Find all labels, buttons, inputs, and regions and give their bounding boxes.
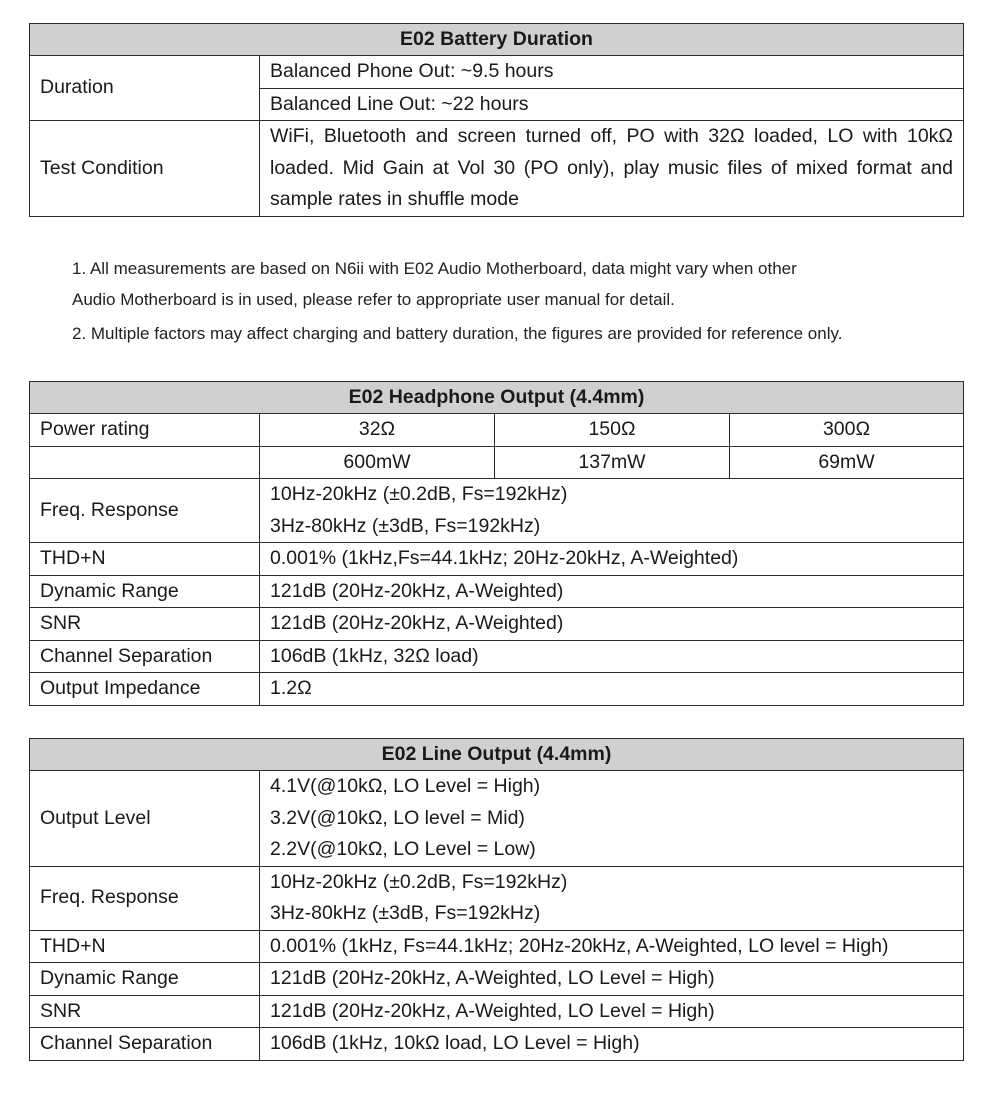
hp-snr-label: SNR [30,608,260,641]
note-1-line-1: 1. All measurements are based on N6ii with E02 Audio Motherboard, data might vary when other [72,259,797,278]
hp-oi-value: 1.2Ω [260,673,964,706]
lo-level-low: 2.2V(@10kΩ, LO Level = Low) [270,838,536,860]
lo-dr-label: Dynamic Range [30,963,260,996]
lo-level-mid: 3.2V(@10kΩ, LO level = Mid) [270,806,525,829]
lo-dr-value: 121dB (20Hz-20kHz, A-Weighted, LO Level = High) [260,963,964,996]
duration-phone-out: Balanced Phone Out: ~9.5 hours [260,56,964,89]
lo-cs-label: Channel Separation [30,1028,260,1061]
lo-level-values [260,771,964,867]
hp-cs-label: Channel Separation [30,640,260,673]
power-rating-label: Power rating [30,414,260,447]
lo-cs-value: 106dB (1kHz, 10kΩ load, LO Level = High) [260,1028,964,1061]
hp-dr-value: 121dB (20Hz-20kHz, A-Weighted) [260,575,964,608]
hp-dr-label: Dynamic Range [30,575,260,608]
power-300: 69mW [730,446,964,479]
note-1-line-2: Audio Motherboard is in used, please refer to appropriate user manual for detail. [72,290,675,309]
hp-oi-label: Output Impedance [30,673,260,706]
test-condition-label: Test Condition [30,121,260,217]
load-32: 32Ω [260,414,495,447]
lo-freq-label: Freq. Response [30,866,260,930]
lo-freq-line-2: 3Hz-80kHz (±3dB, Fs=192kHz) [270,902,541,924]
lo-thd-label: THD+N [30,930,260,963]
duration-line-out: Balanced Line Out: ~22 hours [260,88,964,121]
hp-freq-line-1: 10Hz-20kHz (±0.2dB, Fs=192kHz) [270,483,568,505]
lo-freq-values [260,866,964,930]
hp-thd-value: 0.001% (1kHz,Fs=44.1kHz; 20Hz-20kHz, A-Weighted) [260,543,964,576]
hp-snr-value: 121dB (20Hz-20kHz, A-Weighted) [260,608,964,641]
power-32: 600mW [260,446,495,479]
test-condition-text: WiFi, Bluetooth and screen turned off, PO with 32Ω loaded, LO with 10kΩ loaded. Mid Gain at Vol 30 (PO only), play music files of mixed format and sample rates in shuffle mode [260,121,964,217]
lo-freq-line-1: 10Hz-20kHz (±0.2dB, Fs=192kHz) [270,870,568,893]
lo-thd-value: 0.001% (1kHz, Fs=44.1kHz; 20Hz-20kHz, A-Weighted, LO level = High) [260,930,964,963]
load-150: 150Ω [495,414,730,447]
lo-level-high: 4.1V(@10kΩ, LO Level = High) [270,775,541,797]
line-output-table [29,738,964,1061]
power-empty-cell [30,446,260,479]
hp-thd-label: THD+N [30,543,260,576]
hp-cs-value: 106dB (1kHz, 32Ω load) [260,640,964,673]
hp-freq-line-2: 3Hz-80kHz (±3dB, Fs=192kHz) [270,514,541,537]
headphone-table-title: E02 Headphone Output (4.4mm) [30,382,964,414]
hp-freq-values [260,479,964,543]
load-300: 300Ω [730,414,964,447]
notes [72,253,952,349]
battery-duration-table [29,23,964,217]
lo-snr-label: SNR [30,995,260,1028]
power-150: 137mW [495,446,730,479]
headphone-output-table [29,381,964,706]
hp-freq-label: Freq. Response [30,479,260,543]
battery-table-title: E02 Battery Duration [30,24,964,56]
lo-level-label: Output Level [30,771,260,867]
lo-snr-value: 121dB (20Hz-20kHz, A-Weighted, LO Level = High) [260,995,964,1028]
line-table-title: E02 Line Output (4.4mm) [30,739,964,771]
duration-label: Duration [30,56,260,121]
note-2: 2. Multiple factors may affect charging and battery duration, the figures are provided for reference only. [72,324,843,343]
